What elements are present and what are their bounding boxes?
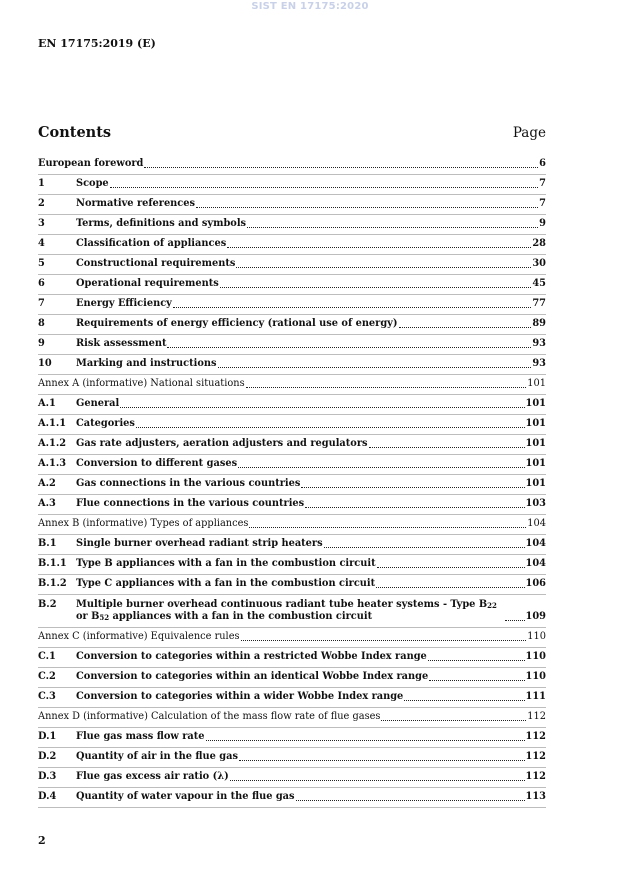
dot-leader [399,327,532,328]
dot-leader [239,760,525,761]
toc-entry[interactable] [38,355,546,375]
toc-entry-page: 7 [539,198,546,209]
toc-entry-title-wrap [76,558,526,570]
toc-entry-title[interactable]: Annex C (informative) Equivalence rules [38,631,240,642]
toc-entry-title-wrap [76,458,526,470]
toc-entry-title-wrap [76,751,526,763]
dot-leader [120,407,524,408]
toc-entry-number: B.1.2 [38,578,67,589]
toc-entry-title-wrap [76,578,526,590]
toc-entry-number: A.1.1 [38,418,67,429]
contents-title: Contents [38,124,112,141]
toc-entry-title[interactable]: Conversion to categories within an identical Wobbe Index range [76,671,429,682]
toc-entry-number: D.2 [38,751,57,762]
toc-entry-title[interactable]: Conversion to categories within a restricted Wobbe Index range [76,651,427,662]
toc-entry-page: 77 [532,298,546,309]
watermark: SIST EN 17175:2020 [251,1,369,12]
toc-entry-title-wrap [76,478,526,490]
page-column-label: Page [512,125,546,141]
toc-entry-number: C.3 [38,691,56,702]
toc-entry[interactable] [38,455,546,475]
toc-entry-page: 89 [532,318,546,329]
dot-leader [230,780,525,781]
dot-leader [301,487,524,488]
toc-entry-title[interactable]: General [76,398,120,409]
toc-entry-number: 5 [38,258,45,269]
toc-entry-number: B.1.1 [38,558,67,569]
title-part: Multiple burner overhead continuous radiant tube heater systems - Type B [76,599,488,610]
toc-entry[interactable] [38,375,546,395]
toc-entry-page: 101 [525,478,546,489]
toc-entry[interactable] [38,535,546,555]
toc-entry-page: 93 [532,338,546,349]
toc-entry-page: 101 [525,418,546,429]
toc-entry-title-wrap [76,238,532,250]
toc-entry[interactable] [38,688,546,708]
toc-entry[interactable] [38,728,546,748]
toc-entry-number: B.2 [38,599,57,610]
table-of-contents [38,155,546,808]
toc-entry-number: 4 [38,238,45,249]
dot-leader [136,427,525,428]
dot-leader [377,567,525,568]
toc-entry[interactable] [38,595,546,628]
toc-entry-title-wrap [76,258,532,270]
dot-leader [305,507,524,508]
toc-entry[interactable] [38,255,546,275]
toc-entry-title[interactable]: Annex A (informative) National situations [38,378,245,389]
toc-entry-page: 104 [527,518,546,529]
contents-header [38,124,546,141]
toc-entry[interactable] [38,275,546,295]
toc-entry-page: 28 [532,238,546,249]
dot-leader [110,187,539,188]
dot-leader [220,287,532,288]
dot-leader [227,247,531,248]
dot-leader [144,167,538,168]
toc-entry-page: 7 [539,178,546,189]
toc-entry-title-wrap [76,731,526,743]
toc-entry-number: A.3 [38,498,56,509]
toc-entry-page: 111 [525,691,546,702]
toc-entry[interactable] [38,175,546,195]
toc-entry[interactable] [38,195,546,215]
dot-leader [236,267,531,268]
toc-entry[interactable] [38,555,546,575]
toc-entry[interactable] [38,215,546,235]
toc-entry-page: 109 [525,611,546,622]
toc-entry-title-wrap [38,711,527,723]
toc-entry-number: 9 [38,338,45,349]
toc-entry[interactable] [38,395,546,415]
dot-leader [404,700,524,701]
toc-entry[interactable] [38,515,546,535]
toc-entry-title-wrap [76,318,532,330]
toc-entry-title-wrap [76,278,532,290]
toc-entry-number: 7 [38,298,45,309]
toc-entry-number: C.2 [38,671,56,682]
toc-entry-title-wrap [76,498,526,510]
dot-leader [369,447,525,448]
toc-entry-number: D.3 [38,771,57,782]
footer-page-number: 2 [38,834,46,847]
toc-entry-title[interactable]: Normative references [76,198,196,209]
toc-entry[interactable] [38,788,546,808]
toc-entry-title-wrap [76,438,526,450]
dot-leader [246,387,527,388]
toc-entry-title-wrap [76,418,526,430]
dot-leader [206,740,525,741]
toc-entry-page: 112 [525,771,546,782]
toc-entry-number: 6 [38,278,45,289]
toc-entry-title[interactable]: Quantity of air in the flue gas [76,751,238,762]
toc-entry-title-wrap [76,358,532,370]
toc-entry-page: 112 [525,751,546,762]
toc-entry-title-wrap [38,518,527,530]
toc-entry-title[interactable]: Classification of appliances [76,238,227,249]
dot-leader [376,587,524,588]
dot-leader [218,367,532,368]
toc-entry-page: 112 [527,711,546,722]
subscript: 52 [99,613,110,622]
toc-entry-title-wrap [76,599,504,623]
toc-entry[interactable] [38,748,546,768]
toc-entry-title[interactable]: Type B appliances with a fan in the combustion circuit [76,558,376,569]
toc-entry-title[interactable]: Gas connections in the various countries [76,478,301,489]
toc-entry-number: 3 [38,218,45,229]
toc-entry[interactable] [38,155,546,175]
toc-entry-number: A.2 [38,478,56,489]
toc-entry-title-wrap [76,218,539,230]
toc-entry-page: 9 [539,218,546,229]
dot-leader [238,467,524,468]
toc-entry-title[interactable]: Gas rate adjusters, aeration adjusters and regulators [76,438,368,449]
toc-entry-title[interactable]: Flue gas excess air ratio (λ) [76,771,229,782]
toc-entry-page: 6 [539,158,546,169]
toc-entry-title[interactable]: Type C appliances with a fan in the combustion circuit [76,578,376,589]
toc-entry-page: 104 [525,538,546,549]
toc-entry[interactable] [38,435,546,455]
toc-entry-page: 104 [525,558,546,569]
dot-leader [241,640,527,641]
dot-leader [196,207,538,208]
toc-entry-title-wrap [76,198,539,210]
dot-leader [381,720,526,721]
toc-entry-title-wrap [76,178,539,190]
toc-entry-title-wrap [76,671,526,683]
toc-entry-page: 101 [525,438,546,449]
toc-entry-number: 8 [38,318,45,329]
toc-entry-title[interactable]: Flue gas mass flow rate [76,731,205,742]
toc-entry-page: 112 [525,731,546,742]
toc-entry-title[interactable]: Single burner overhead radiant strip heaters [76,538,323,549]
toc-entry-title[interactable] [76,599,497,622]
dot-leader [249,527,526,528]
toc-entry[interactable] [38,708,546,728]
toc-entry-title[interactable]: Categories [76,418,135,429]
toc-entry[interactable] [38,575,546,595]
toc-entry-page: 101 [525,398,546,409]
toc-entry-page: 110 [527,631,546,642]
toc-entry-title[interactable]: Constructional requirements [76,258,236,269]
toc-entry-title[interactable]: European foreword [38,158,144,169]
dot-leader [429,680,524,681]
toc-entry-number: B.1 [38,538,57,549]
toc-entry-page: 113 [525,791,546,802]
dot-leader [296,800,525,801]
toc-entry-title[interactable]: Requirements of energy efficiency (rational use of energy) [76,318,398,329]
toc-entry[interactable] [38,295,546,315]
toc-entry-number: 10 [38,358,52,369]
toc-entry[interactable] [38,335,546,355]
dot-leader [505,620,525,621]
toc-entry[interactable] [38,648,546,668]
toc-entry-title-wrap [76,398,526,410]
toc-entry-title-wrap [76,338,532,350]
toc-entry[interactable] [38,475,546,495]
toc-entry[interactable] [38,415,546,435]
toc-entry-title[interactable]: Marking and instructions [76,358,217,369]
toc-entry-title-wrap [38,631,527,643]
toc-entry-title-wrap [76,791,526,803]
toc-entry-page: 101 [525,458,546,469]
toc-entry-number: A.1.3 [38,458,67,469]
title-part: or B [76,611,100,622]
toc-entry-title[interactable]: Terms, definitions and symbols [76,218,247,229]
toc-entry[interactable] [38,668,546,688]
toc-entry-title[interactable]: Conversion to different gases [76,458,238,469]
toc-entry-number: D.1 [38,731,57,742]
document-id: EN 17175:2019 (E) [38,37,156,50]
toc-entry-page: 45 [532,278,546,289]
dot-leader [167,347,531,348]
toc-entry-title-wrap [76,538,526,550]
dot-leader [428,660,525,661]
toc-entry-title[interactable]: Quantity of water vapour in the flue gas [76,791,295,802]
toc-entry-title[interactable]: Operational requirements [76,278,219,289]
toc-entry-page: 103 [525,498,546,509]
toc-entry-title-wrap [38,378,527,390]
toc-entry[interactable] [38,628,546,648]
toc-entry-title[interactable]: Energy Efficiency [76,298,172,309]
toc-entry-page: 101 [527,378,546,389]
toc-entry-title[interactable]: Conversion to categories within a wider Wobbe Index range [76,691,404,702]
toc-entry-title-wrap [76,651,526,663]
toc-entry-page: 110 [525,651,546,662]
toc-entry[interactable] [38,315,546,335]
toc-entry-title[interactable]: Annex B (informative) Types of appliances [38,518,249,529]
title-part: appliances with a fan in the combustion circuit [109,611,373,622]
toc-entry-number: A.1.2 [38,438,67,449]
toc-entry-title[interactable]: Scope [76,178,109,189]
toc-entry-title-wrap [76,298,532,310]
toc-entry-page: 110 [525,671,546,682]
subscript: 22 [487,601,497,610]
toc-entry-page: 93 [532,358,546,369]
dot-leader [173,307,531,308]
dot-leader [324,547,525,548]
toc-entry-number: C.1 [38,651,56,662]
dot-leader [247,227,538,228]
toc-entry-number: D.4 [38,791,57,802]
toc-entry[interactable] [38,768,546,788]
toc-entry-number: A.1 [38,398,56,409]
toc-entry[interactable] [38,495,546,515]
toc-entry-title-wrap [76,691,526,703]
toc-entry-title-wrap [38,158,539,170]
toc-entry-title[interactable]: Flue connections in the various countries [76,498,305,509]
toc-entry-number: 1 [38,178,45,189]
toc-entry-page: 30 [532,258,546,269]
toc-entry-title[interactable]: Annex D (informative) Calculation of the mass flow rate of flue gases [38,711,381,722]
toc-entry-title-wrap [76,771,526,783]
toc-entry-number: 2 [38,198,45,209]
toc-entry-title[interactable]: Risk assessment [76,338,167,349]
toc-entry-page: 106 [525,578,546,589]
toc-entry[interactable] [38,235,546,255]
